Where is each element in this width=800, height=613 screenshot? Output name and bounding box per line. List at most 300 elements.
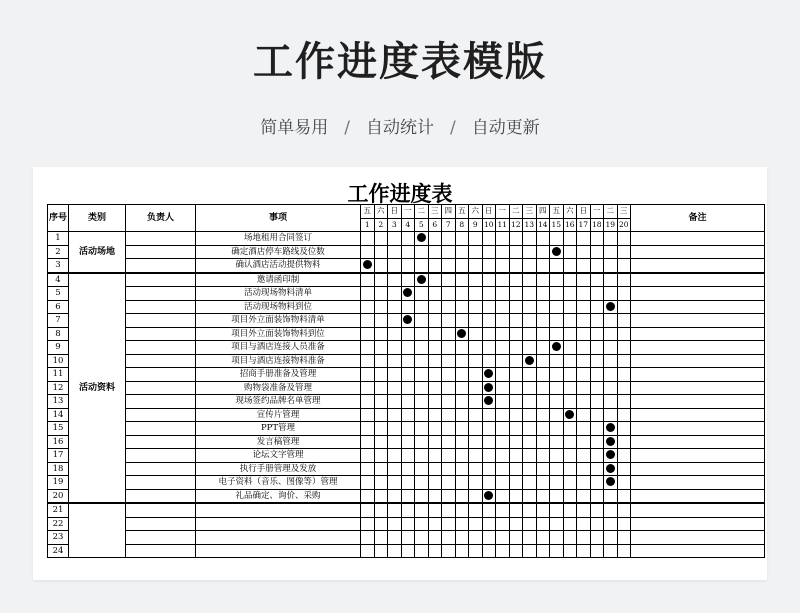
day-cell xyxy=(563,476,577,490)
day-cell xyxy=(374,245,388,259)
header-owner: 负责人 xyxy=(126,205,196,232)
row-number: 13 xyxy=(48,395,69,409)
day-cell xyxy=(469,422,483,436)
day-cell xyxy=(550,259,564,273)
day-cell xyxy=(361,314,375,328)
task-cell: 项目与酒店连接物料准备 xyxy=(196,354,361,368)
notes-cell xyxy=(631,517,765,531)
day-cell xyxy=(496,462,510,476)
day-cell xyxy=(604,408,618,422)
notes-cell xyxy=(631,245,765,259)
progress-dot-icon xyxy=(606,423,615,432)
day-cell xyxy=(401,422,415,436)
day-cell xyxy=(590,422,604,436)
day-cell xyxy=(361,544,375,558)
day-cell xyxy=(523,531,537,545)
day-cell xyxy=(442,544,456,558)
header-no: 序号 xyxy=(48,205,69,232)
owner-cell xyxy=(126,245,196,259)
day-cell xyxy=(563,449,577,463)
day-cell xyxy=(482,232,496,246)
day-cell xyxy=(388,422,402,436)
day-cell xyxy=(482,314,496,328)
day-cell xyxy=(577,531,591,545)
row-number: 16 xyxy=(48,435,69,449)
day-cell xyxy=(415,422,429,436)
day-cell xyxy=(469,273,483,287)
owner-cell xyxy=(126,273,196,287)
day-cell xyxy=(590,395,604,409)
day-cell xyxy=(496,354,510,368)
day-cell xyxy=(482,449,496,463)
day-cell xyxy=(496,531,510,545)
day-cell xyxy=(428,544,442,558)
day-cell xyxy=(536,449,550,463)
day-cell xyxy=(442,232,456,246)
day-cell xyxy=(401,341,415,355)
day-cell xyxy=(455,449,469,463)
day-cell xyxy=(577,503,591,517)
day-cell xyxy=(428,314,442,328)
day-cell xyxy=(523,462,537,476)
owner-cell xyxy=(126,354,196,368)
notes-cell xyxy=(631,368,765,382)
day-cell xyxy=(590,300,604,314)
day-cell xyxy=(428,531,442,545)
day-cell xyxy=(469,314,483,328)
day-cell xyxy=(401,517,415,531)
day-cell xyxy=(415,327,429,341)
day-cell xyxy=(509,245,523,259)
notes-cell xyxy=(631,314,765,328)
day-cell xyxy=(617,462,631,476)
table-row xyxy=(48,435,765,449)
notes-cell xyxy=(631,503,765,517)
day-number-cell: 20 xyxy=(617,218,631,232)
day-cell xyxy=(482,354,496,368)
table-row xyxy=(48,476,765,490)
day-cell xyxy=(388,489,402,503)
day-cell xyxy=(469,408,483,422)
task-cell xyxy=(196,517,361,531)
day-cell xyxy=(455,287,469,301)
day-cell xyxy=(388,395,402,409)
table-row xyxy=(48,517,765,531)
day-cell xyxy=(496,287,510,301)
day-cell xyxy=(469,368,483,382)
day-cell xyxy=(455,245,469,259)
day-cell xyxy=(577,287,591,301)
weekday-cell: 日 xyxy=(388,205,402,219)
notes-cell xyxy=(631,462,765,476)
day-cell xyxy=(428,435,442,449)
day-cell xyxy=(536,531,550,545)
day-cell xyxy=(482,503,496,517)
weekday-cell: 三 xyxy=(428,205,442,219)
weekday-cell: 一 xyxy=(496,205,510,219)
day-cell xyxy=(388,435,402,449)
day-cell xyxy=(509,517,523,531)
table-row xyxy=(48,341,765,355)
tag-separator: / xyxy=(344,118,350,138)
day-cell xyxy=(428,259,442,273)
row-number: 2 xyxy=(48,245,69,259)
row-number: 11 xyxy=(48,368,69,382)
day-cell xyxy=(496,517,510,531)
day-cell xyxy=(455,232,469,246)
day-cell xyxy=(604,232,618,246)
day-cell xyxy=(617,531,631,545)
day-cell xyxy=(617,341,631,355)
day-cell xyxy=(469,354,483,368)
day-cell xyxy=(523,232,537,246)
day-cell xyxy=(523,408,537,422)
sheet-title: 工作进度表 xyxy=(347,181,453,206)
day-cell xyxy=(442,368,456,382)
notes-cell xyxy=(631,381,765,395)
day-cell xyxy=(509,287,523,301)
day-cell xyxy=(401,435,415,449)
row-number: 17 xyxy=(48,449,69,463)
day-cell xyxy=(523,449,537,463)
owner-cell xyxy=(126,368,196,382)
day-cell xyxy=(455,314,469,328)
day-number-cell: 4 xyxy=(401,218,415,232)
day-cell xyxy=(563,327,577,341)
day-cell xyxy=(455,381,469,395)
task-cell: 活动现场物料清单 xyxy=(196,287,361,301)
day-cell xyxy=(374,287,388,301)
day-cell xyxy=(428,517,442,531)
day-cell xyxy=(428,449,442,463)
day-cell xyxy=(442,462,456,476)
day-cell xyxy=(374,408,388,422)
progress-dot-icon xyxy=(417,233,426,242)
day-cell xyxy=(482,327,496,341)
day-cell xyxy=(617,354,631,368)
day-cell xyxy=(577,259,591,273)
day-cell xyxy=(428,368,442,382)
day-cell xyxy=(590,314,604,328)
day-cell xyxy=(442,314,456,328)
day-cell xyxy=(563,462,577,476)
day-cell xyxy=(361,368,375,382)
day-cell xyxy=(442,245,456,259)
day-cell xyxy=(590,327,604,341)
day-cell xyxy=(374,489,388,503)
progress-dot-icon xyxy=(403,288,412,297)
day-cell xyxy=(415,368,429,382)
notes-cell xyxy=(631,408,765,422)
day-cell xyxy=(469,245,483,259)
progress-dot-icon xyxy=(606,302,615,311)
notes-cell xyxy=(631,476,765,490)
day-cell xyxy=(577,273,591,287)
day-cell xyxy=(590,273,604,287)
day-cell xyxy=(590,462,604,476)
day-cell xyxy=(617,287,631,301)
task-cell: 现场签约品牌名单管理 xyxy=(196,395,361,409)
day-cell xyxy=(523,368,537,382)
weekday-cell: 一 xyxy=(590,205,604,219)
progress-dot-icon xyxy=(484,383,493,392)
weekday-cell: 四 xyxy=(442,205,456,219)
day-cell xyxy=(401,395,415,409)
day-cell xyxy=(388,287,402,301)
day-cell xyxy=(590,449,604,463)
day-cell xyxy=(563,354,577,368)
day-cell xyxy=(401,489,415,503)
day-cell xyxy=(550,381,564,395)
day-cell xyxy=(388,503,402,517)
day-cell xyxy=(550,544,564,558)
weekday-cell: 日 xyxy=(482,205,496,219)
day-cell xyxy=(509,381,523,395)
day-cell xyxy=(563,287,577,301)
day-cell xyxy=(496,395,510,409)
day-cell xyxy=(415,273,429,287)
day-cell xyxy=(428,287,442,301)
day-cell xyxy=(374,449,388,463)
notes-cell xyxy=(631,273,765,287)
day-cell xyxy=(469,300,483,314)
day-cell xyxy=(401,245,415,259)
owner-cell xyxy=(126,300,196,314)
day-cell xyxy=(401,259,415,273)
day-cell xyxy=(401,327,415,341)
header-task: 事项 xyxy=(196,205,361,232)
day-cell xyxy=(415,287,429,301)
table-row xyxy=(48,245,765,259)
day-cell xyxy=(455,503,469,517)
day-cell xyxy=(496,503,510,517)
weekday-cell: 六 xyxy=(374,205,388,219)
day-cell xyxy=(428,381,442,395)
day-cell xyxy=(455,368,469,382)
day-cell xyxy=(536,503,550,517)
table-row xyxy=(48,314,765,328)
day-cell xyxy=(509,395,523,409)
owner-cell xyxy=(126,544,196,558)
day-cell xyxy=(536,259,550,273)
day-cell xyxy=(523,544,537,558)
day-cell xyxy=(361,341,375,355)
progress-dot-icon xyxy=(484,396,493,405)
day-cell xyxy=(604,341,618,355)
header-notes: 备注 xyxy=(631,205,765,232)
day-number-cell: 13 xyxy=(523,218,537,232)
progress-dot-icon xyxy=(606,477,615,486)
day-number-cell: 11 xyxy=(496,218,510,232)
day-cell xyxy=(374,381,388,395)
day-cell xyxy=(428,327,442,341)
day-cell xyxy=(455,341,469,355)
tag-easy: 简单易用 xyxy=(260,118,329,138)
day-cell xyxy=(401,287,415,301)
table-row xyxy=(48,449,765,463)
day-cell xyxy=(455,422,469,436)
day-cell xyxy=(550,476,564,490)
day-cell xyxy=(550,449,564,463)
day-cell xyxy=(401,544,415,558)
table-row xyxy=(48,531,765,545)
tag-update: 自动更新 xyxy=(471,118,540,138)
day-cell xyxy=(455,327,469,341)
day-cell xyxy=(455,489,469,503)
day-cell xyxy=(563,435,577,449)
owner-cell xyxy=(126,341,196,355)
day-cell xyxy=(523,517,537,531)
day-cell xyxy=(442,327,456,341)
progress-dot-icon xyxy=(606,450,615,459)
day-cell xyxy=(469,489,483,503)
day-cell xyxy=(361,435,375,449)
day-cell xyxy=(550,422,564,436)
day-cell xyxy=(496,476,510,490)
day-cell xyxy=(617,408,631,422)
day-cell xyxy=(401,503,415,517)
header-category: 类别 xyxy=(69,205,126,232)
day-cell xyxy=(604,395,618,409)
day-cell xyxy=(523,273,537,287)
day-cell xyxy=(442,354,456,368)
day-number-cell: 16 xyxy=(563,218,577,232)
day-cell xyxy=(509,503,523,517)
day-number-cell: 18 xyxy=(590,218,604,232)
day-cell xyxy=(361,395,375,409)
day-cell xyxy=(523,287,537,301)
day-cell xyxy=(442,259,456,273)
day-cell xyxy=(617,422,631,436)
day-cell xyxy=(415,354,429,368)
day-cell xyxy=(617,314,631,328)
day-cell xyxy=(509,449,523,463)
day-number-cell: 14 xyxy=(536,218,550,232)
task-cell: 邀请函印制 xyxy=(196,273,361,287)
row-number: 10 xyxy=(48,354,69,368)
day-number-cell: 7 xyxy=(442,218,456,232)
day-cell xyxy=(388,341,402,355)
day-number-cell: 9 xyxy=(469,218,483,232)
day-cell xyxy=(536,476,550,490)
day-cell xyxy=(496,259,510,273)
day-cell xyxy=(482,273,496,287)
notes-cell xyxy=(631,395,765,409)
table-row xyxy=(48,287,765,301)
day-cell xyxy=(577,408,591,422)
day-cell xyxy=(455,300,469,314)
day-cell xyxy=(536,544,550,558)
day-number-cell: 10 xyxy=(482,218,496,232)
day-cell xyxy=(577,245,591,259)
table-row xyxy=(48,273,765,287)
notes-cell xyxy=(631,300,765,314)
day-cell xyxy=(523,245,537,259)
day-cell xyxy=(550,462,564,476)
day-cell xyxy=(523,435,537,449)
day-cell xyxy=(550,245,564,259)
task-cell: 招商手册准备及管理 xyxy=(196,368,361,382)
day-cell xyxy=(604,327,618,341)
day-cell xyxy=(536,245,550,259)
day-cell xyxy=(415,381,429,395)
day-cell xyxy=(401,449,415,463)
day-cell xyxy=(617,232,631,246)
day-cell xyxy=(469,503,483,517)
day-cell xyxy=(388,354,402,368)
day-cell xyxy=(415,408,429,422)
day-cell xyxy=(577,422,591,436)
day-cell xyxy=(523,476,537,490)
notes-cell xyxy=(631,341,765,355)
day-cell xyxy=(455,476,469,490)
progress-dot-icon xyxy=(606,437,615,446)
day-cell xyxy=(536,395,550,409)
day-cell xyxy=(523,327,537,341)
day-cell xyxy=(550,531,564,545)
day-cell xyxy=(428,422,442,436)
day-number-cell: 5 xyxy=(415,218,429,232)
day-cell xyxy=(361,462,375,476)
day-cell xyxy=(590,544,604,558)
day-cell xyxy=(442,476,456,490)
weekday-cell: 六 xyxy=(469,205,483,219)
day-cell xyxy=(415,232,429,246)
day-cell xyxy=(617,476,631,490)
day-cell xyxy=(374,531,388,545)
progress-dot-icon xyxy=(363,260,372,269)
day-cell xyxy=(536,517,550,531)
weekday-cell: 二 xyxy=(415,205,429,219)
row-number: 21 xyxy=(48,503,69,517)
day-cell xyxy=(550,368,564,382)
day-cell xyxy=(577,544,591,558)
day-cell xyxy=(617,273,631,287)
day-cell xyxy=(536,341,550,355)
day-cell xyxy=(442,300,456,314)
day-cell xyxy=(496,368,510,382)
table-row xyxy=(48,408,765,422)
progress-dot-icon xyxy=(484,369,493,378)
weekday-cell: 日 xyxy=(577,205,591,219)
day-cell xyxy=(442,435,456,449)
task-cell: 执行手册管理及发放 xyxy=(196,462,361,476)
day-cell xyxy=(388,327,402,341)
notes-cell xyxy=(631,531,765,545)
day-cell xyxy=(388,517,402,531)
day-cell xyxy=(509,232,523,246)
day-cell xyxy=(401,462,415,476)
task-cell: 宣传片管理 xyxy=(196,408,361,422)
day-cell xyxy=(577,354,591,368)
row-number: 9 xyxy=(48,341,69,355)
row-number: 18 xyxy=(48,462,69,476)
row-number: 6 xyxy=(48,300,69,314)
day-cell xyxy=(577,300,591,314)
day-cell xyxy=(604,462,618,476)
day-cell xyxy=(604,503,618,517)
day-cell xyxy=(415,395,429,409)
row-number: 23 xyxy=(48,531,69,545)
notes-cell xyxy=(631,354,765,368)
day-cell xyxy=(442,381,456,395)
day-number-cell: 15 xyxy=(550,218,564,232)
day-cell xyxy=(523,395,537,409)
day-cell xyxy=(590,245,604,259)
day-number-cell: 12 xyxy=(509,218,523,232)
task-cell xyxy=(196,531,361,545)
day-cell xyxy=(469,449,483,463)
